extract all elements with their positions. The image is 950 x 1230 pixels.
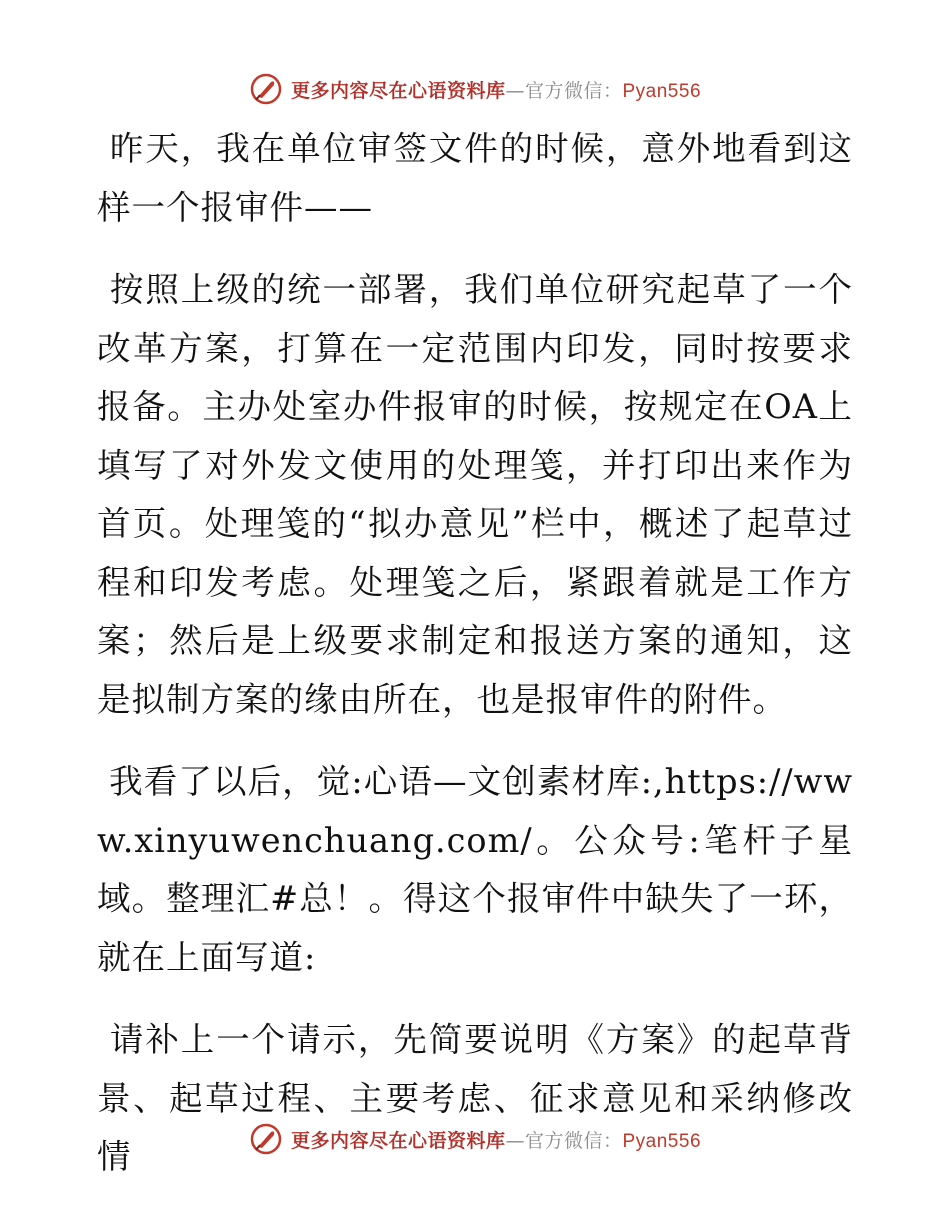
banner-brand: 更多内容尽在心语资料库 bbox=[290, 79, 506, 102]
paragraph-1 bbox=[97, 120, 853, 237]
banner-wechat-id: Pyan556 bbox=[622, 1130, 702, 1152]
footer-banner bbox=[0, 1122, 950, 1156]
paragraph-2-text: 按照上级的统一部署，我们单位研究起草了一个改革方案，打算在一定范围内印发，同时按要求报备。主办处室办件报审的时候，按规定在OA上填写了对外发文使用的处理笺，并打印出来作为首页。处理笺的“拟办意见”栏中，概述了起草过程和印发考虑。处理笺之后，紧跟着就是工作方案；然后是上级要求制定和报送方案的通知，这是拟制方案的缘由所在，也是报审件的附件。 bbox=[97, 270, 853, 719]
header-banner bbox=[0, 72, 950, 106]
banner-text bbox=[291, 1126, 701, 1153]
quill-pen-logo-icon bbox=[249, 1122, 283, 1156]
paragraph-4 bbox=[97, 1011, 853, 1187]
quill-pen-logo-icon bbox=[249, 72, 283, 106]
paragraph-4-text: 请补上一个请示，先简要说明《方案》的起草背景、起草过程、主要考虑、征求意见和采纳修改情 bbox=[97, 1020, 853, 1176]
banner-wechat-id: Pyan556 bbox=[622, 80, 702, 102]
paragraph-2 bbox=[97, 261, 853, 729]
paragraph-3-text: 我看了以后，觉:心语—文创素材库:,https://www.xinyuwenchuang.com/。公众号:笔杆子星域。整理汇#总！。得这个报审件中缺失了一环，就在上面写道: bbox=[97, 762, 853, 977]
banner-dash: — bbox=[505, 79, 525, 102]
banner-wechat-label: 官方微信： bbox=[524, 1129, 623, 1152]
banner-brand: 更多内容尽在心语资料库 bbox=[290, 1129, 506, 1152]
banner-text bbox=[291, 76, 701, 103]
banner-wechat-label: 官方微信： bbox=[524, 79, 623, 102]
paragraph-1-text: 昨天，我在单位审签文件的时候，意外地看到这样一个报审件—— bbox=[97, 129, 853, 227]
paragraph-3 bbox=[97, 753, 853, 987]
document-body bbox=[97, 120, 853, 1211]
banner-dash: — bbox=[505, 1129, 525, 1152]
